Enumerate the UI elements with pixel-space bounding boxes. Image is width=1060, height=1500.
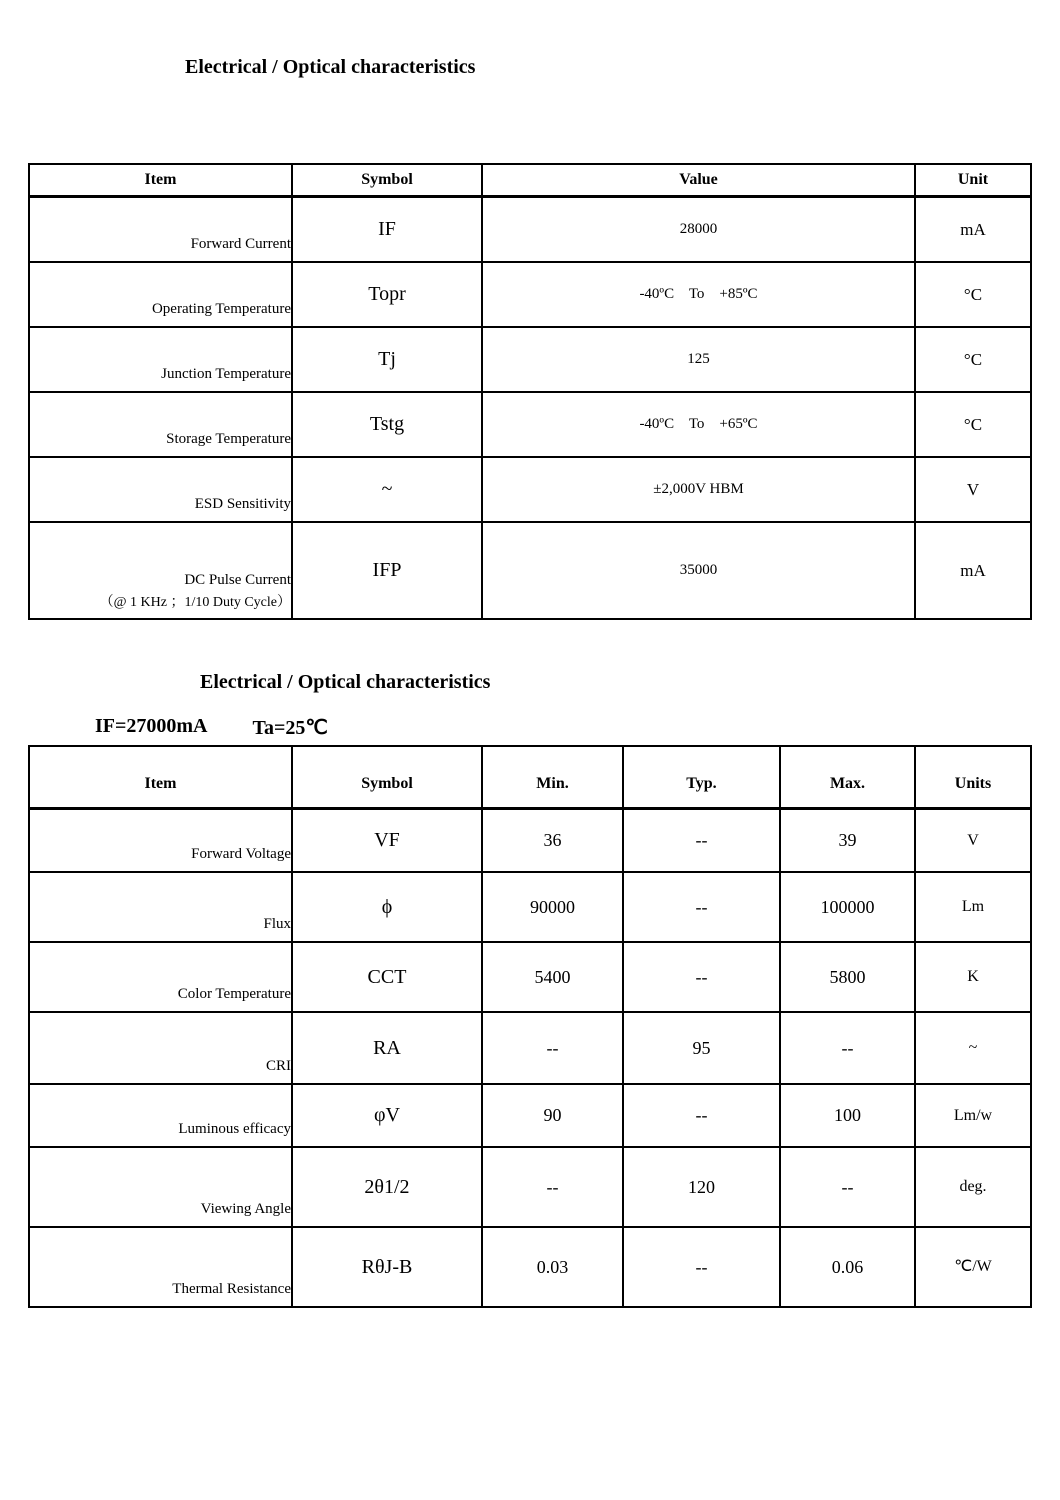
test-conditions [95, 715, 328, 740]
char-row-item: Forward Voltage [30, 810, 293, 873]
ratings-item-label: DC Pulse Current [184, 571, 291, 588]
char-row-units: ~ [916, 1013, 1030, 1085]
ratings-row-value: -40ºC To +65ºC [483, 393, 916, 458]
char-row-units: ℃/W [954, 1258, 992, 1275]
char-row-min: -- [483, 1148, 624, 1228]
char-row-symbol: 2θ1/2 [293, 1148, 483, 1228]
ratings-row-unit: °C [916, 393, 1030, 458]
char-row-min: 90000 [483, 873, 624, 943]
char-row-item: Luminous efficacy [30, 1085, 293, 1148]
char-row-typ: -- [624, 1228, 781, 1306]
char-row-symbol: CCT [293, 943, 483, 1013]
characteristics-table [28, 745, 1032, 1308]
char-row-symbol: ϕ [293, 873, 483, 943]
char-row-min: 36 [483, 810, 624, 873]
char-header-item: Item [30, 747, 293, 810]
ratings-row-symbol: Topr [293, 263, 483, 328]
ratings-row-value: 35000 [483, 523, 916, 618]
ratings-row-unit: V [916, 458, 1030, 523]
ratings-row-value: ±2,000V HBM [483, 458, 916, 523]
ratings-header-symbol: Symbol [293, 165, 483, 198]
char-header-typ: Typ. [624, 747, 781, 810]
char-row-max: 0.06 [781, 1228, 916, 1306]
char-row-item: Color Temperature [30, 943, 293, 1013]
ratings-row-symbol: Tstg [293, 393, 483, 458]
char-header-max: Max. [781, 747, 916, 810]
char-row-units: V [916, 810, 1030, 873]
ratings-row-unit: mA [960, 560, 986, 580]
ratings-row-item: Junction Temperature [30, 328, 293, 393]
char-row-max: -- [781, 1148, 916, 1228]
char-row-symbol: VF [293, 810, 483, 873]
ratings-header-unit: Unit [916, 165, 1030, 198]
ratings-item-note: （@ 1 KHz ；1/10 Duty Cycle） [99, 594, 291, 610]
ratings-row-value: 125 [483, 328, 916, 393]
char-row-symbol: φV [293, 1085, 483, 1148]
ratings-row-value: 28000 [483, 198, 916, 263]
condition-if: IF=27000mA [95, 715, 208, 737]
char-row-typ: 120 [624, 1148, 781, 1228]
ratings-row-symbol: IF [293, 198, 483, 263]
char-header-units: Units [916, 747, 1030, 810]
char-row-item: Flux [30, 873, 293, 943]
char-row-units: deg. [916, 1148, 1030, 1228]
ratings-header-value: Value [483, 165, 916, 198]
char-row-units: Lm/w [916, 1085, 1030, 1148]
char-row-units: K [916, 943, 1030, 1013]
char-header-symbol: Symbol [293, 747, 483, 810]
char-row-typ: -- [624, 1085, 781, 1148]
char-row-min: 5400 [483, 943, 624, 1013]
ratings-row-symbol: ~ [293, 458, 483, 523]
char-row-item: Thermal Resistance [30, 1228, 293, 1306]
ratings-row-unit: °C [916, 328, 1030, 393]
char-row-symbol: RθJ-B [293, 1228, 483, 1306]
char-row-item: CRI [30, 1013, 293, 1085]
ratings-row-symbol: IFP [293, 523, 483, 618]
char-row-max: -- [781, 1013, 916, 1085]
ratings-row-unit: mA [916, 198, 1030, 263]
char-row-min: 90 [483, 1085, 624, 1148]
ratings-row-value: -40ºC To +85ºC [483, 263, 916, 328]
ratings-table [28, 163, 1032, 620]
ratings-row-item: Operating Temperature [30, 263, 293, 328]
ratings-row-item [30, 523, 293, 618]
char-row-units: Lm [916, 873, 1030, 943]
ratings-row-item: Forward Current [30, 198, 293, 263]
char-row-max: 100 [781, 1085, 916, 1148]
char-row-min: -- [483, 1013, 624, 1085]
char-row-max: 39 [781, 810, 916, 873]
section2-title: Electrical / Optical characteristics [200, 671, 491, 693]
condition-ta: Ta=25℃ [252, 717, 328, 739]
char-row-typ: -- [624, 873, 781, 943]
ratings-header-item: Item [30, 165, 293, 198]
ratings-row-symbol: Tj [293, 328, 483, 393]
char-row-min: 0.03 [483, 1228, 624, 1306]
ratings-row-item: Storage Temperature [30, 393, 293, 458]
char-row-typ: -- [624, 810, 781, 873]
char-header-min: Min. [483, 747, 624, 810]
char-row-typ: -- [624, 943, 781, 1013]
char-row-item: Viewing Angle [30, 1148, 293, 1228]
section1-title: Electrical / Optical characteristics [185, 56, 476, 78]
char-row-max: 100000 [781, 873, 916, 943]
ratings-row-item: ESD Sensitivity [30, 458, 293, 523]
char-row-max: 5800 [781, 943, 916, 1013]
ratings-row-unit: °C [916, 263, 1030, 328]
char-row-symbol: RA [293, 1013, 483, 1085]
char-row-typ: 95 [624, 1013, 781, 1085]
